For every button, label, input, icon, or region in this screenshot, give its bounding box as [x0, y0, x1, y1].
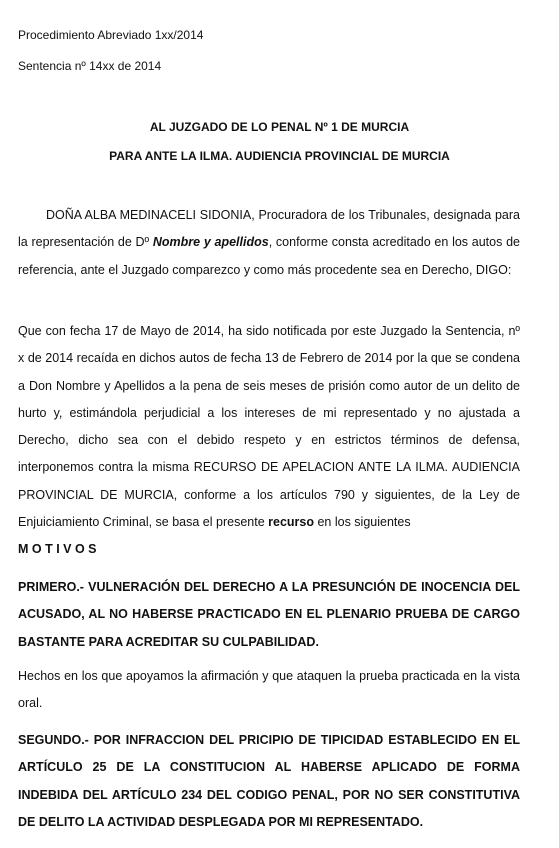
primero-motive: PRIMERO.- VULNERACIÓN DEL DERECHO A LA PRESUNCIÓN DE INOCENCIA DEL ACUSADO, AL NO HABERSE PRACTICADO EN EL PLENARIO PRUEBA DE CARGO BASTANTE PARA ACREDITAR SU CULPABILIDAD. — [18, 580, 520, 649]
hechos-paragraph: Hechos en los que apoyamos la afirmación y que ataquen la prueba practicada en la vista oral. — [18, 669, 520, 711]
segundo-motive: SEGUNDO.- POR INFRACCION DEL PRICIPIO DE TIPICIDAD ESTABLECIDO EN EL ARTÍCULO 25 DE LA CONSTITUCION AL HABERSE APLICADO DE FORMA INDEBIDA DEL ARTÍCULO 234 DEL CODIGO PENAL, POR NO SER CONSTITUTIVA DE DELITO LA ACTIVIDAD DESPLEGADA POR MI REPRESENTADO. — [18, 733, 520, 829]
client-name: Nombre y apellidos — [152, 235, 269, 250]
motivos-heading: M O T I V O S — [18, 542, 97, 556]
procedure-reference: Procedimiento Abreviado 1xx/2014 — [18, 28, 204, 42]
sentence-reference: Sentencia nº 14xx de 2014 — [18, 59, 162, 73]
court-subtitle: PARA ANTE LA ILMA. AUDIENCIA PROVINCIAL DE MURCIA — [109, 149, 450, 163]
intro-paragraph — [18, 202, 520, 284]
intro-text-end: , conforme consta acreditado en los autos de referencia, ante el Juzgado comparezco y como más procedente sea en Derecho, DIGO: — [18, 235, 520, 277]
exposition-paragraph — [18, 318, 520, 536]
intro-text-start: DOÑA ALBA MEDINACELI SIDONIA, Procuradora de los Tribunales, designada para la representación de Dº — [18, 208, 520, 250]
court-title: AL JUZGADO DE LO PENAL Nº 1 DE MURCIA — [149, 120, 410, 134]
exposition-text-start: Que con fecha 17 de Mayo de 2014, ha sido notificada por este Juzgado la Sentencia, nº x de 2014 recaída en dichos autos de fecha 13 de Febrero de 2014 por la que se condena a Don Nombre y Apellidos a la pena de seis meses de prisión como autor de un delito de hurto y, estimándola perjudicial a los intereses de mi representado y no ajustada a Derecho, dicho sea con el debido respeto y en estrictos términos de defensa, interponemos contra la misma RECURSO DE APELACION ANTE LA ILMA. AUDIENCIA PROVINCIAL DE MURCIA, conforme a los artículos 790 y siguientes, de la Ley de Enjuiciamiento Criminal, se basa el presente — [18, 324, 520, 530]
recurso-word: recurso — [268, 515, 314, 530]
exposition-text-end: en los siguientes — [313, 515, 411, 530]
